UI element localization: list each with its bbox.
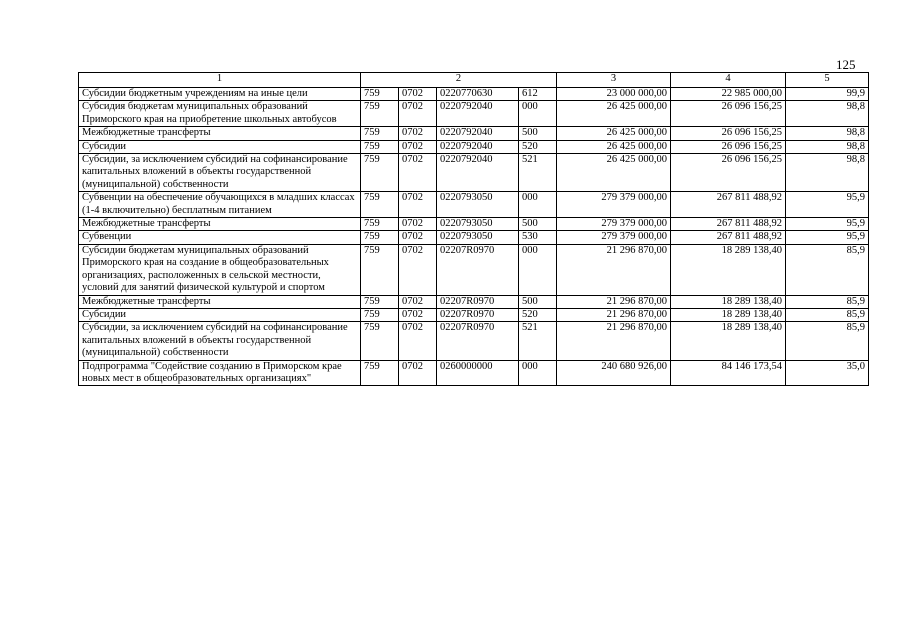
- row-ministry-code: 759: [361, 360, 399, 386]
- row-execution-percent: 95,9: [786, 218, 869, 231]
- table-row: [79, 127, 869, 140]
- row-name-cell: Субсидия бюджетам муниципальных образований Приморского края на приобретение школьных автобусов: [79, 101, 361, 127]
- row-section-code: 0702: [399, 322, 437, 360]
- row-planned-amount: 21 296 870,00: [557, 308, 671, 321]
- row-executed-amount: 26 096 156,25: [671, 127, 786, 140]
- table-row: [79, 295, 869, 308]
- row-planned-amount: 26 425 000,00: [557, 101, 671, 127]
- table-row: [79, 218, 869, 231]
- row-execution-percent: 98,8: [786, 140, 869, 153]
- row-ministry-code: 759: [361, 218, 399, 231]
- row-target-code: 02207R0970: [437, 322, 519, 360]
- row-target-code: 0220792040: [437, 154, 519, 192]
- row-name-cell: Подпрограмма "Содействие созданию в Приморском крае новых мест в общеобразовательных организациях": [79, 360, 361, 386]
- row-ministry-code: 759: [361, 101, 399, 127]
- table-row: [79, 322, 869, 360]
- row-ministry-code: 759: [361, 154, 399, 192]
- header-col-5: 5: [786, 73, 869, 88]
- row-target-code: 0220793050: [437, 192, 519, 218]
- row-expense-type-code: 000: [519, 101, 557, 127]
- row-executed-amount: 18 289 138,40: [671, 244, 786, 295]
- table-row: [79, 154, 869, 192]
- row-planned-amount: 279 379 000,00: [557, 218, 671, 231]
- row-name-cell: Субвенции на обеспечение обучающихся в младших классах (1-4 включительно) бесплатным питанием: [79, 192, 361, 218]
- row-name-cell: Субсидии: [79, 140, 361, 153]
- table-row: [79, 88, 869, 101]
- row-expense-type-code: 520: [519, 308, 557, 321]
- row-section-code: 0702: [399, 140, 437, 153]
- row-section-code: 0702: [399, 127, 437, 140]
- row-section-code: 0702: [399, 231, 437, 244]
- row-execution-percent: 99,9: [786, 88, 869, 101]
- row-section-code: 0702: [399, 218, 437, 231]
- row-executed-amount: 84 146 173,54: [671, 360, 786, 386]
- row-target-code: 0220792040: [437, 127, 519, 140]
- row-expense-type-code: 500: [519, 295, 557, 308]
- row-expense-type-code: 612: [519, 88, 557, 101]
- table-row: [79, 101, 869, 127]
- row-target-code: 0220770630: [437, 88, 519, 101]
- row-planned-amount: 240 680 926,00: [557, 360, 671, 386]
- row-planned-amount: 21 296 870,00: [557, 244, 671, 295]
- row-target-code: 02207R0970: [437, 308, 519, 321]
- row-target-code: 02207R0970: [437, 295, 519, 308]
- page-number: 125: [836, 57, 856, 72]
- row-execution-percent: 98,8: [786, 101, 869, 127]
- row-section-code: 0702: [399, 192, 437, 218]
- header-col-4: 4: [671, 73, 786, 88]
- row-ministry-code: 759: [361, 140, 399, 153]
- row-expense-type-code: 530: [519, 231, 557, 244]
- row-expense-type-code: 520: [519, 140, 557, 153]
- row-section-code: 0702: [399, 244, 437, 295]
- row-name-cell: Межбюджетные трансферты: [79, 295, 361, 308]
- row-name-cell: Субсидии бюджетам муниципальных образований Приморского края на создание в общеобразовательных организациях, расположенных в сельской местности, условий для занятий физической культурой и спортом: [79, 244, 361, 295]
- row-ministry-code: 759: [361, 127, 399, 140]
- row-executed-amount: 267 811 488,92: [671, 218, 786, 231]
- row-planned-amount: 21 296 870,00: [557, 322, 671, 360]
- row-target-code: 0220793050: [437, 231, 519, 244]
- row-ministry-code: 759: [361, 244, 399, 295]
- table-row: [79, 231, 869, 244]
- row-planned-amount: 279 379 000,00: [557, 231, 671, 244]
- row-section-code: 0702: [399, 88, 437, 101]
- table-header-row: [79, 73, 869, 88]
- row-name-cell: Субсидии бюджетным учреждениям на иные цели: [79, 88, 361, 101]
- row-executed-amount: 18 289 138,40: [671, 308, 786, 321]
- row-execution-percent: 85,9: [786, 244, 869, 295]
- header-col-2: 2: [361, 73, 557, 88]
- budget-table: [78, 72, 869, 386]
- row-ministry-code: 759: [361, 192, 399, 218]
- row-target-code: 0220792040: [437, 101, 519, 127]
- row-expense-type-code: 000: [519, 192, 557, 218]
- row-section-code: 0702: [399, 295, 437, 308]
- table-row: [79, 192, 869, 218]
- row-executed-amount: 26 096 156,25: [671, 140, 786, 153]
- row-target-code: 0260000000: [437, 360, 519, 386]
- row-ministry-code: 759: [361, 231, 399, 244]
- row-expense-type-code: 521: [519, 322, 557, 360]
- row-planned-amount: 26 425 000,00: [557, 140, 671, 153]
- table-row: [79, 244, 869, 295]
- row-execution-percent: 98,8: [786, 154, 869, 192]
- row-planned-amount: 23 000 000,00: [557, 88, 671, 101]
- header-col-3: 3: [557, 73, 671, 88]
- header-col-1: 1: [79, 73, 361, 88]
- row-expense-type-code: 521: [519, 154, 557, 192]
- row-name-cell: Межбюджетные трансферты: [79, 218, 361, 231]
- row-execution-percent: 95,9: [786, 192, 869, 218]
- row-section-code: 0702: [399, 360, 437, 386]
- row-planned-amount: 26 425 000,00: [557, 127, 671, 140]
- table-row: [79, 360, 869, 386]
- row-executed-amount: 267 811 488,92: [671, 192, 786, 218]
- row-name-cell: Межбюджетные трансферты: [79, 127, 361, 140]
- row-section-code: 0702: [399, 154, 437, 192]
- row-name-cell: Субсидии, за исключением субсидий на софинансирование капитальных вложений в объекты государственной (муниципальной) собственности: [79, 322, 361, 360]
- row-executed-amount: 22 985 000,00: [671, 88, 786, 101]
- row-executed-amount: 26 096 156,25: [671, 101, 786, 127]
- row-executed-amount: 26 096 156,25: [671, 154, 786, 192]
- row-target-code: 02207R0970: [437, 244, 519, 295]
- row-section-code: 0702: [399, 308, 437, 321]
- row-ministry-code: 759: [361, 322, 399, 360]
- row-ministry-code: 759: [361, 295, 399, 308]
- row-planned-amount: 21 296 870,00: [557, 295, 671, 308]
- row-name-cell: Субсидии, за исключением субсидий на софинансирование капитальных вложений в объекты государственной (муниципальной) собственности: [79, 154, 361, 192]
- row-ministry-code: 759: [361, 88, 399, 101]
- row-expense-type-code: 000: [519, 244, 557, 295]
- row-execution-percent: 35,0: [786, 360, 869, 386]
- row-executed-amount: 18 289 138,40: [671, 295, 786, 308]
- row-planned-amount: 26 425 000,00: [557, 154, 671, 192]
- row-name-cell: Субвенции: [79, 231, 361, 244]
- row-expense-type-code: 500: [519, 127, 557, 140]
- table-row: [79, 140, 869, 153]
- row-target-code: 0220792040: [437, 140, 519, 153]
- row-execution-percent: 85,9: [786, 295, 869, 308]
- row-name-cell: Субсидии: [79, 308, 361, 321]
- table-row: [79, 308, 869, 321]
- row-planned-amount: 279 379 000,00: [557, 192, 671, 218]
- row-execution-percent: 85,9: [786, 308, 869, 321]
- row-section-code: 0702: [399, 101, 437, 127]
- row-execution-percent: 98,8: [786, 127, 869, 140]
- row-executed-amount: 18 289 138,40: [671, 322, 786, 360]
- row-execution-percent: 85,9: [786, 322, 869, 360]
- row-target-code: 0220793050: [437, 218, 519, 231]
- row-ministry-code: 759: [361, 308, 399, 321]
- row-expense-type-code: 000: [519, 360, 557, 386]
- row-expense-type-code: 500: [519, 218, 557, 231]
- row-execution-percent: 95,9: [786, 231, 869, 244]
- row-executed-amount: 267 811 488,92: [671, 231, 786, 244]
